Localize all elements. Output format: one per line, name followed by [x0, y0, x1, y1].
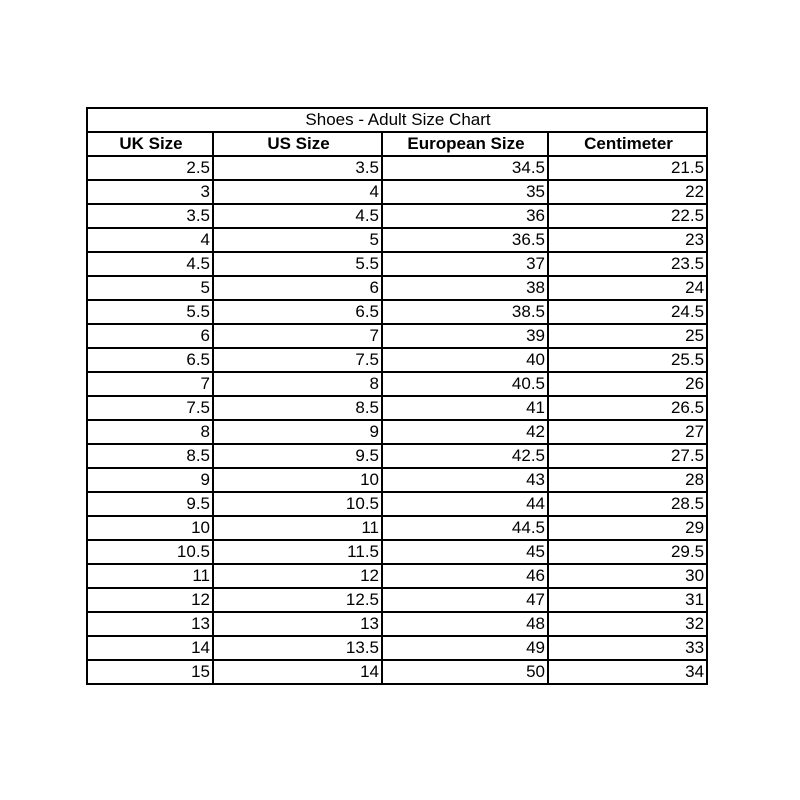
table-title: Shoes - Adult Size Chart [87, 108, 707, 132]
table-row [87, 444, 707, 468]
cell-us-size: 5 [213, 228, 382, 252]
cell-centimeter: 23.5 [548, 252, 707, 276]
cell-european-size: 40 [382, 348, 548, 372]
cell-european-size: 37 [382, 252, 548, 276]
cell-centimeter: 25 [548, 324, 707, 348]
table-row [87, 564, 707, 588]
cell-us-size: 3.5 [213, 156, 382, 180]
cell-uk-size: 10 [87, 516, 213, 540]
cell-european-size: 34.5 [382, 156, 548, 180]
table-row [87, 252, 707, 276]
cell-european-size: 44.5 [382, 516, 548, 540]
cell-centimeter: 34 [548, 660, 707, 684]
cell-european-size: 35 [382, 180, 548, 204]
cell-uk-size: 9 [87, 468, 213, 492]
cell-centimeter: 28.5 [548, 492, 707, 516]
cell-european-size: 47 [382, 588, 548, 612]
cell-uk-size: 4.5 [87, 252, 213, 276]
cell-uk-size: 8 [87, 420, 213, 444]
cell-european-size: 36.5 [382, 228, 548, 252]
cell-centimeter: 21.5 [548, 156, 707, 180]
table-row [87, 156, 707, 180]
table-row [87, 372, 707, 396]
title-row [87, 108, 707, 132]
cell-european-size: 46 [382, 564, 548, 588]
cell-uk-size: 8.5 [87, 444, 213, 468]
cell-european-size: 40.5 [382, 372, 548, 396]
table-row [87, 660, 707, 684]
cell-european-size: 38.5 [382, 300, 548, 324]
cell-us-size: 10 [213, 468, 382, 492]
cell-centimeter: 29.5 [548, 540, 707, 564]
cell-us-size: 13 [213, 612, 382, 636]
cell-uk-size: 7.5 [87, 396, 213, 420]
cell-european-size: 42 [382, 420, 548, 444]
cell-us-size: 5.5 [213, 252, 382, 276]
cell-us-size: 12.5 [213, 588, 382, 612]
cell-uk-size: 3 [87, 180, 213, 204]
table-row [87, 636, 707, 660]
table-row [87, 396, 707, 420]
cell-us-size: 10.5 [213, 492, 382, 516]
cell-uk-size: 14 [87, 636, 213, 660]
cell-us-size: 11 [213, 516, 382, 540]
cell-us-size: 4.5 [213, 204, 382, 228]
cell-centimeter: 33 [548, 636, 707, 660]
cell-us-size: 8 [213, 372, 382, 396]
cell-uk-size: 13 [87, 612, 213, 636]
cell-centimeter: 26 [548, 372, 707, 396]
table-row [87, 492, 707, 516]
header-row [87, 132, 707, 156]
cell-uk-size: 10.5 [87, 540, 213, 564]
header-us-size: US Size [213, 132, 382, 156]
cell-uk-size: 6.5 [87, 348, 213, 372]
table-row [87, 468, 707, 492]
cell-centimeter: 24 [548, 276, 707, 300]
cell-us-size: 7.5 [213, 348, 382, 372]
table-row [87, 516, 707, 540]
cell-uk-size: 12 [87, 588, 213, 612]
cell-european-size: 38 [382, 276, 548, 300]
cell-centimeter: 28 [548, 468, 707, 492]
cell-uk-size: 5 [87, 276, 213, 300]
table-row [87, 276, 707, 300]
cell-centimeter: 30 [548, 564, 707, 588]
cell-uk-size: 9.5 [87, 492, 213, 516]
cell-us-size: 13.5 [213, 636, 382, 660]
cell-centimeter: 23 [548, 228, 707, 252]
cell-uk-size: 2.5 [87, 156, 213, 180]
cell-uk-size: 3.5 [87, 204, 213, 228]
cell-uk-size: 7 [87, 372, 213, 396]
cell-european-size: 43 [382, 468, 548, 492]
cell-centimeter: 32 [548, 612, 707, 636]
cell-centimeter: 26.5 [548, 396, 707, 420]
cell-uk-size: 6 [87, 324, 213, 348]
table-row [87, 324, 707, 348]
cell-european-size: 42.5 [382, 444, 548, 468]
table-row [87, 204, 707, 228]
cell-european-size: 44 [382, 492, 548, 516]
cell-us-size: 6 [213, 276, 382, 300]
cell-european-size: 45 [382, 540, 548, 564]
header-european-size: European Size [382, 132, 548, 156]
cell-us-size: 4 [213, 180, 382, 204]
cell-centimeter: 27 [548, 420, 707, 444]
cell-us-size: 9.5 [213, 444, 382, 468]
cell-centimeter: 27.5 [548, 444, 707, 468]
table-row [87, 228, 707, 252]
table-row [87, 348, 707, 372]
size-chart-table [86, 107, 708, 685]
cell-european-size: 50 [382, 660, 548, 684]
cell-centimeter: 22.5 [548, 204, 707, 228]
cell-centimeter: 25.5 [548, 348, 707, 372]
cell-uk-size: 4 [87, 228, 213, 252]
cell-european-size: 49 [382, 636, 548, 660]
cell-us-size: 7 [213, 324, 382, 348]
cell-european-size: 39 [382, 324, 548, 348]
cell-uk-size: 15 [87, 660, 213, 684]
cell-us-size: 8.5 [213, 396, 382, 420]
table-row [87, 612, 707, 636]
cell-european-size: 41 [382, 396, 548, 420]
cell-centimeter: 24.5 [548, 300, 707, 324]
table-row [87, 180, 707, 204]
cell-us-size: 9 [213, 420, 382, 444]
table-row [87, 540, 707, 564]
cell-european-size: 36 [382, 204, 548, 228]
cell-centimeter: 29 [548, 516, 707, 540]
header-centimeter: Centimeter [548, 132, 707, 156]
cell-us-size: 11.5 [213, 540, 382, 564]
cell-centimeter: 22 [548, 180, 707, 204]
cell-us-size: 12 [213, 564, 382, 588]
table-body [87, 156, 707, 684]
table-row [87, 420, 707, 444]
cell-european-size: 48 [382, 612, 548, 636]
table-head [87, 108, 707, 156]
cell-uk-size: 5.5 [87, 300, 213, 324]
cell-centimeter: 31 [548, 588, 707, 612]
cell-uk-size: 11 [87, 564, 213, 588]
header-uk-size: UK Size [87, 132, 213, 156]
cell-us-size: 14 [213, 660, 382, 684]
table-row [87, 588, 707, 612]
table-row [87, 300, 707, 324]
cell-us-size: 6.5 [213, 300, 382, 324]
